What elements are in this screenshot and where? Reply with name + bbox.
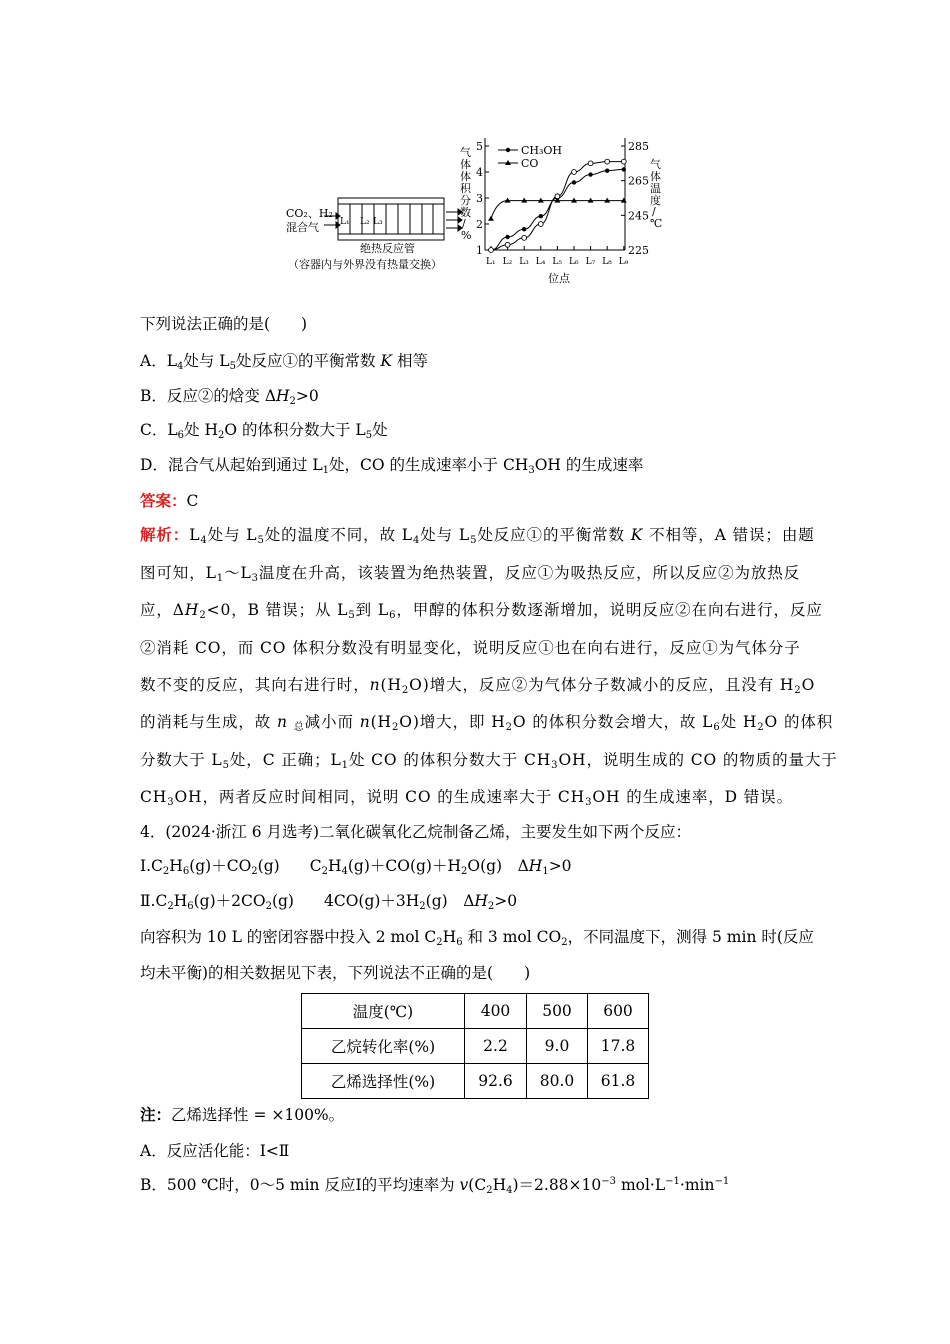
legend: [498, 144, 562, 170]
data-point-temperature: [489, 248, 494, 253]
svg-text:体: 体: [460, 158, 471, 171]
svg-text:/: /: [652, 205, 656, 218]
q3-answer: 答案：C: [140, 491, 199, 510]
series-line-0: [491, 169, 624, 250]
analysis-line-7: 分数大于 $L_5$处，C 正确；$L_1$处 CO 的体积分数大于 $CH_3OH$，说明生成的 CO 的物质的量大于: [140, 751, 838, 771]
data-point-ch3oh: [505, 235, 509, 239]
svg-text:积: 积: [460, 182, 471, 195]
legend-co: CO: [521, 157, 539, 170]
y-left-tick-label: 4: [476, 166, 483, 179]
analysis-line-8: $CH_3OH$，两者反应时间相同，说明 CO 的生成速率大于 $CH_3OH$ 的生成速率，D 错误。: [140, 788, 793, 808]
y-right-label: [650, 157, 662, 230]
svg-text:体: 体: [650, 170, 661, 183]
x-tick-label: L₃: [519, 257, 529, 267]
y-right-tick-label: 225: [628, 244, 649, 257]
tube-label: 绝热反应管: [360, 242, 415, 255]
data-point-temperature: [605, 159, 610, 164]
analysis-line-6: 的消耗与生成，故 n $_总$减小而 $n(H_2O)$增大，即 $H_2O$ 的体积分数会增大，故 $L_6$处 $H_2O$ 的体积: [140, 713, 834, 733]
table-cell: 17.8: [588, 1029, 649, 1064]
y-left-label: [460, 145, 472, 242]
q3-stem: 下列说法正确的是( ): [140, 315, 308, 333]
table-cell: 9.0: [527, 1029, 588, 1064]
data-point-ch3oh: [622, 167, 626, 171]
svg-text:℃: ℃: [650, 217, 663, 230]
reactor-tube: [338, 198, 444, 240]
y-right-tick-label: 245: [628, 209, 649, 223]
q4-reaction-1: $Ⅰ.C_2H_6(g)+CO_2(g)$ $C_2H_4(g)+CO(g)+H_2O(g)$ $\Delta H_1>0$: [140, 857, 572, 877]
data-point-temperature: [538, 222, 543, 227]
gas-label-2: 混合气: [286, 221, 319, 234]
legend-ch3oh: CH₃OH: [521, 144, 563, 157]
svg-text:%: %: [461, 229, 472, 242]
table-cell: 乙烯选择性(%): [302, 1064, 465, 1099]
svg-text:数: 数: [460, 206, 471, 219]
x-tick-label: L₆: [569, 257, 579, 267]
table-row: [302, 1029, 649, 1064]
data-table: [301, 993, 649, 1099]
svg-text:体: 体: [460, 170, 471, 183]
table-row: [302, 994, 649, 1029]
x-axis-label: 位点: [548, 272, 570, 285]
y-left-tick-label: 3: [476, 192, 483, 205]
series-layer: [488, 159, 627, 252]
y-left-tick-label: 2: [476, 218, 483, 231]
svg-text:温: 温: [650, 182, 661, 195]
analysis-line-5: 数不变的反应，其向右进行时，$n(H_2O)$增大，反应②为气体分子数减小的反应，且没有 $H_2O$: [140, 676, 816, 696]
q4-condition-2: 均未平衡)的相关数据见下表，下列说法不正确的是( ): [140, 964, 531, 982]
analysis-line-2: 图可知，$L_1\sim L_3$温度在升高，该装置为绝热装置，反应①为吸热反应，所以反应②为放热反: [140, 564, 801, 584]
q3-option-d: D．混合气从起始到通过 $L_1$处，CO 的生成速率小于 $CH_3OH$ 的生成速率: [140, 456, 644, 476]
table-cell: 80.0: [527, 1064, 588, 1099]
analysis-line-4: ②消耗 CO，而 CO 体积分数没有明显变化，说明反应①也在向右进行，反应①为气体分子: [140, 639, 801, 657]
tube-note: （容器内与外界没有热量交换）: [288, 258, 442, 271]
x-tick-label: L₂: [502, 257, 513, 267]
svg-text:气: 气: [650, 158, 661, 171]
data-point-ch3oh: [605, 169, 609, 173]
x-tick-label: L₇: [585, 257, 596, 267]
gas-label-1: CO₂、H₂: [286, 207, 333, 220]
data-point-temperature: [505, 242, 510, 247]
x-tick-label: L₈: [602, 257, 612, 267]
data-point-ch3oh: [588, 172, 592, 176]
table-cell: 92.6: [465, 1064, 527, 1099]
analysis-line-1: 解析：$L_4$处与 $L_5$处的温度不同，故 $L_4$处与 $L_5$处反应①的平衡常数 K 不相等，A 错误；由题: [140, 525, 815, 546]
q4-option-b: B．500 ℃时，0～5 min 反应Ⅰ的平均速率为 $v(C_2H_4)=2.88\times 10^{-3}$ $mol\cdot L^{-1}\cdot\min^{-1}$: [140, 1176, 730, 1196]
x-tick-label: L₁: [486, 257, 496, 267]
table-cell: 乙烷转化率(%): [302, 1029, 465, 1064]
q4-reaction-2: $Ⅱ.C_2H_6(g)+2CO_2(g)$ $4CO(g)+3H_2(g)$ $\Delta H_2>0$: [140, 892, 518, 912]
data-point-temperature: [522, 235, 527, 240]
y-right-tick-label: 265: [628, 174, 649, 188]
q3-option-a: A．$L_4$处与 $L_5$处反应①的平衡常数 K 相等: [140, 352, 428, 372]
svg-text:度: 度: [650, 194, 661, 207]
table-row: [302, 1064, 649, 1099]
q3-option-c: C．$L_6$处 $H_2O$ 的体积分数大于 $L_5$处: [140, 421, 388, 441]
table-cell: 600: [588, 994, 649, 1029]
svg-text:分: 分: [460, 194, 471, 207]
data-point-temperature: [588, 161, 593, 166]
x-ticks: [486, 246, 629, 267]
data-point-ch3oh: [572, 180, 576, 184]
y-right-tick-label: 285: [628, 140, 649, 153]
svg-text:气: 气: [460, 146, 471, 159]
y-left-ticks: [476, 140, 489, 257]
q4-note: 注：乙烯选择性 = ×100%。: [140, 1105, 345, 1124]
inner-label-l2: L₂: [360, 217, 370, 227]
data-point-temperature: [555, 194, 560, 199]
analysis-line-3: 应，$\Delta H_2<0$，B 错误；从 $L_5$到 $L_6$，甲醇的体积分数逐渐增加，说明反应②在向右进行，反应: [140, 601, 823, 621]
data-point-temperature: [572, 170, 577, 175]
table-cell: 2.2: [465, 1029, 527, 1064]
table-cell: 61.8: [588, 1064, 649, 1099]
table-cell: 500: [527, 994, 588, 1029]
table-cell: 温度(℃): [302, 994, 465, 1029]
series-line-1: [491, 201, 624, 219]
inner-label-l3: L₃: [373, 217, 383, 227]
svg-text:/: /: [462, 217, 466, 230]
reactor-figure: [280, 128, 670, 288]
x-tick-label: L₄: [535, 257, 546, 267]
data-point-temperature: [621, 159, 626, 164]
q4-title: 4．(2024·浙江 6 月选考)二氧化碳氧化乙烷制备乙烯，主要发生如下两个反应：: [140, 823, 692, 841]
data-point-ch3oh: [522, 227, 526, 231]
y-left-tick-label: 5: [476, 140, 483, 153]
q4-option-a: A．反应活化能：Ⅰ<Ⅱ: [140, 1142, 290, 1160]
q4-condition-1: 向容积为 10 L 的密闭容器中投入 2 mol $C_2H_6$ 和 3 mol $CO_2$，不同温度下，测得 5 min 时(反应: [140, 928, 814, 948]
y-left-tick-label: 1: [476, 244, 483, 257]
table-cell: 400: [465, 994, 527, 1029]
data-point-ch3oh: [539, 214, 543, 218]
x-tick-label: L₅: [552, 257, 562, 267]
inner-label-l1: L₁: [340, 217, 350, 227]
data-point-co: [488, 216, 494, 221]
x-tick-label: L₉: [618, 257, 629, 267]
q3-option-b: B．反应②的焓变 $\Delta H_2>0$: [140, 387, 319, 407]
